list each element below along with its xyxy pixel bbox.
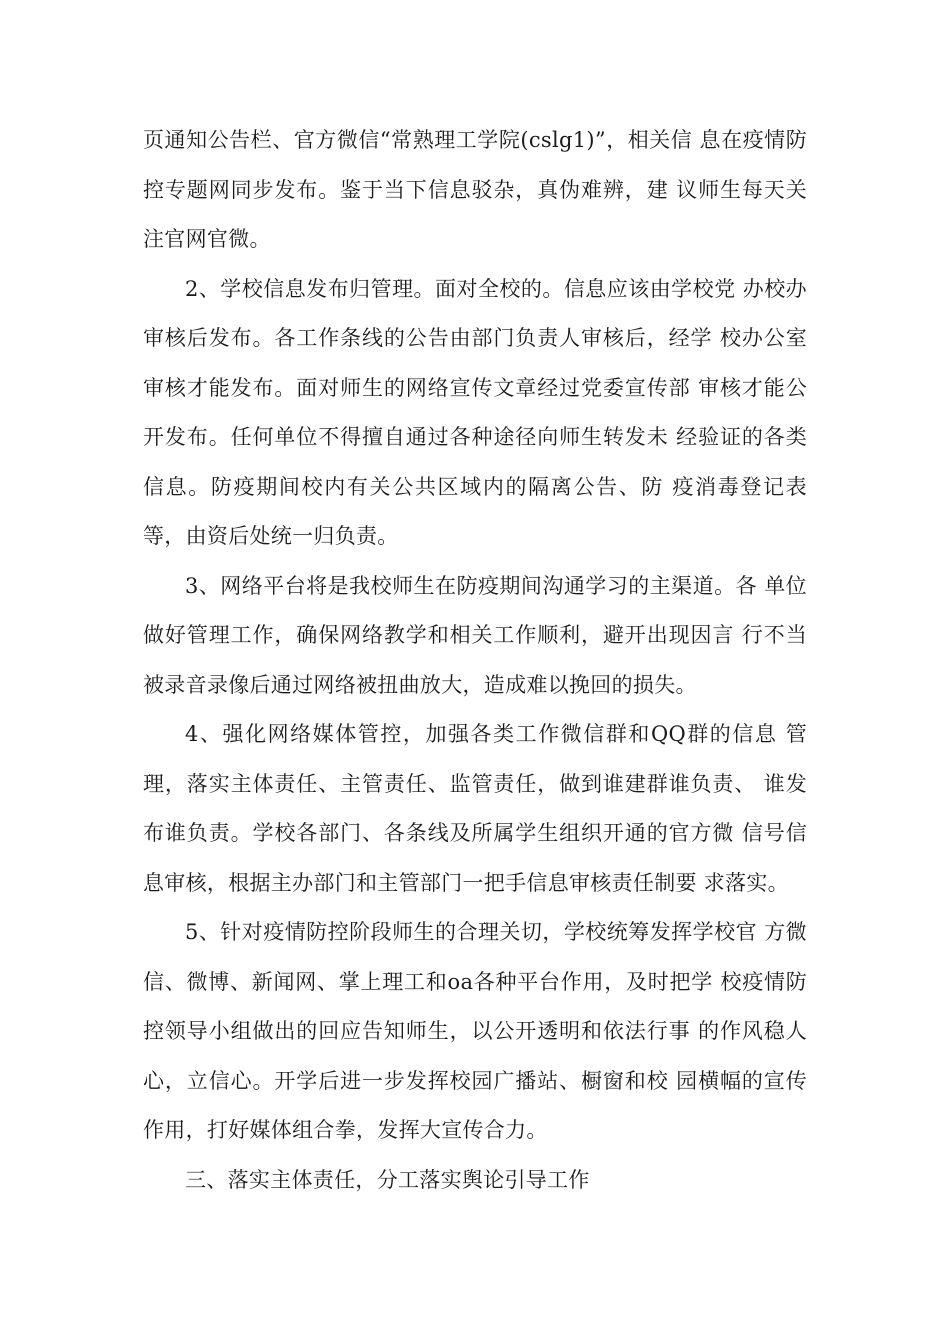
paragraph-item-5: 5、针对疫情防控阶段师生的合理关切，学校统筹发挥学校官 方微信、微博、新闻网、掌上理工和oa各种平台作用，及时把学 校疫情防控领导小组做出的回应告知师生，以公开透明和依法行事 的作风稳人心，立信心。开学后进一步发挥校园广播站、橱窗和校 园横幅的宣传作用，打好媒体组合拳，发挥大宣传合力。 <box>143 920 807 1142</box>
paragraph-item-2: 2、学校信息发布归管理。面对全校的。信息应该由学校党 办校办审核后发布。各工作条线的公告由部门负责人审核后，经学 校办公室审核才能发布。面对师生的网络宣传文章经过党委宣传部 审核才能公开发布。任何单位不得擅自通过各种途径向师生转发未 经验证的各类信息。防疫期间校内有关公共区域内的隔离公告、防 疫消毒登记表等，由资后处统一归负责。 <box>143 276 807 548</box>
document-body <box>143 116 807 1205</box>
paragraph-intro-continued: 页通知公告栏、官方微信“常熟理工学院(cslg1)”，相关信 息在疫情防控专题网同步发布。鉴于当下信息驳杂，真伪难辨，建 议师生每天关注官网官微。 <box>143 128 807 251</box>
section-heading-3: 三、落实主体责任，分工落实舆论引导工作 <box>185 1167 590 1192</box>
paragraph-item-4: 4、强化网络媒体管控，加强各类工作微信群和QQ群的信息 管理，落实主体责任、主管责任、监管责任，做到谁建群谁负责、 谁发布谁负责。学校各部门、各条线及所属学生组织开通的官方微 信号信息审核，根据主办部门和主管部门一把手信息审核责任制要 求落实。 <box>143 722 807 895</box>
paragraph-item-3: 3、网络平台将是我校师生在防疫期间沟通学习的主渠道。各 单位做好管理工作，确保网络教学和相关工作顺利，避开出现因言 行不当被录音录像后通过网络被扭曲放大，造成难以挽回的损失。 <box>143 573 807 697</box>
